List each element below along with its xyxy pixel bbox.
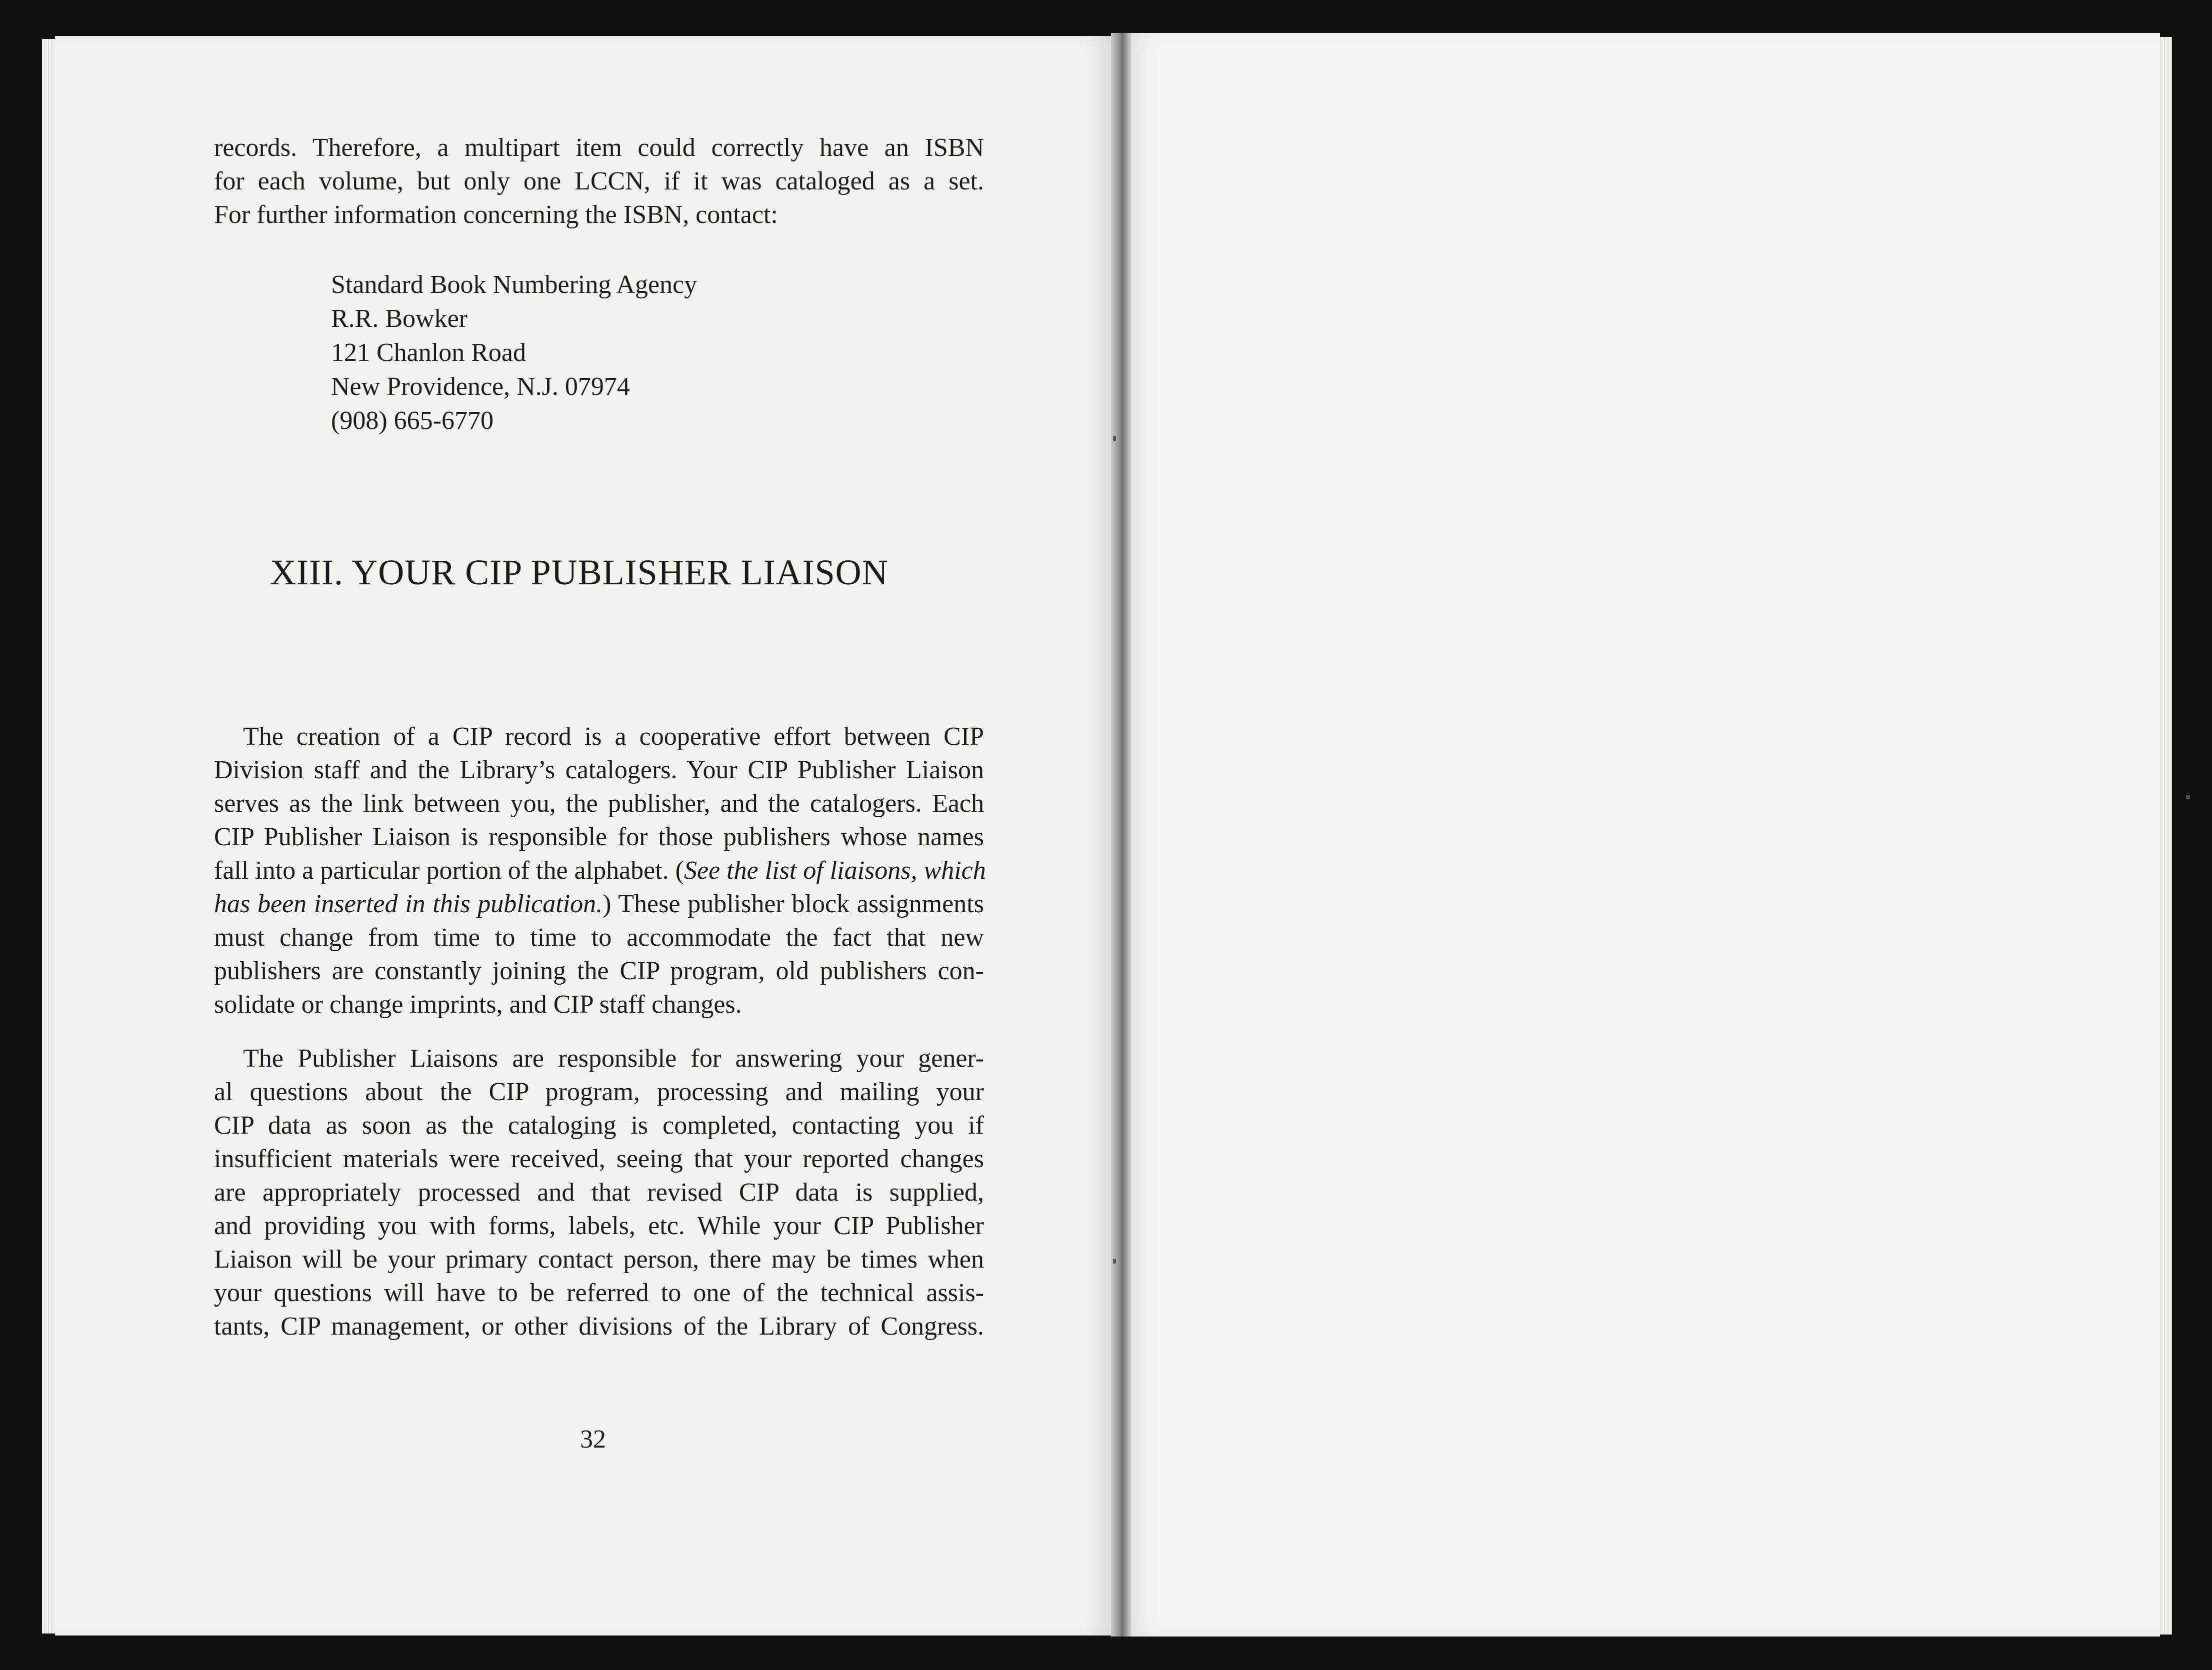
italic-note: See the list of liaisons, which (684, 856, 986, 885)
address-line-company: R.R. Bowker (331, 304, 468, 333)
paragraph-isbn-info (214, 131, 984, 231)
text-line: are appropriately processed and that revised CIP data is supplied, (214, 1178, 984, 1207)
text-line: The Publisher Liaisons are responsible for answering your gener- (243, 1044, 984, 1073)
text-line: and providing you with forms, labels, etc. While your CIP Publisher (214, 1212, 984, 1240)
text-line: insufficient materials were received, seeing that your reported changes (214, 1145, 984, 1173)
text-line: For further information concerning the ISBN, contact: (214, 200, 778, 229)
italic-note: has been inserted in this publication. (214, 890, 603, 918)
text-line: tants, CIP management, or other divisions of the Library of Congress. (214, 1312, 984, 1341)
text-line: for each volume, but only one LCCN, if it was cataloged as a set. (214, 167, 984, 195)
text-segment: ) These publisher block assignments (602, 890, 984, 918)
text-line: must change from time to time to accommodate the fact that new (214, 923, 984, 952)
section-heading: XIII. YOUR CIP PUBLISHER LIAISON (270, 552, 888, 592)
dust-speck (2186, 795, 2190, 799)
address-line-street: 121 Chanlon Road (331, 338, 526, 367)
text-line: your questions will have to be referred to one of the technical assis- (214, 1279, 984, 1307)
dust-speck (1113, 1259, 1116, 1264)
paragraph-liaison-responsibilities (214, 1042, 984, 1343)
text-line (214, 887, 984, 921)
text-line: records. Therefore, a multipart item could correctly have an ISBN (214, 133, 984, 162)
text-line: CIP Publisher Liaison is responsible for those publishers whose names (214, 823, 984, 851)
dust-speck (1113, 436, 1116, 441)
text-line: solidate or change imprints, and CIP staff changes. (214, 990, 742, 1019)
contact-address (331, 268, 697, 438)
address-line-phone: (908) 665-6770 (331, 406, 494, 435)
text-line: CIP data as soon as the cataloging is completed, contacting you if (214, 1111, 984, 1140)
text-line: serves as the link between you, the publisher, and the catalogers. Each (214, 789, 984, 818)
text-line: publishers are constantly joining the CIP program, old publishers con- (214, 957, 984, 985)
address-line-agency: Standard Book Numbering Agency (331, 270, 698, 299)
text-line: The creation of a CIP record is a cooperative effort between CIP (243, 722, 984, 751)
text-line: Division staff and the Library’s catalogers. Your CIP Publisher Liaison (214, 756, 984, 784)
text-segment: fall into a particular portion of the alphabet. ( (214, 856, 684, 885)
book-gutter (1111, 33, 1131, 1637)
address-line-city: New Providence, N.J. 07974 (331, 372, 630, 401)
page-number: 32 (580, 1425, 606, 1454)
text-line (214, 854, 984, 887)
paragraph-cip-liaison-intro (214, 720, 984, 1021)
right-page-blank (1125, 33, 2160, 1637)
text-line: Liaison will be your primary contact person, there may be times when (214, 1245, 984, 1274)
text-line: al questions about the CIP program, processing and mailing your (214, 1078, 984, 1106)
